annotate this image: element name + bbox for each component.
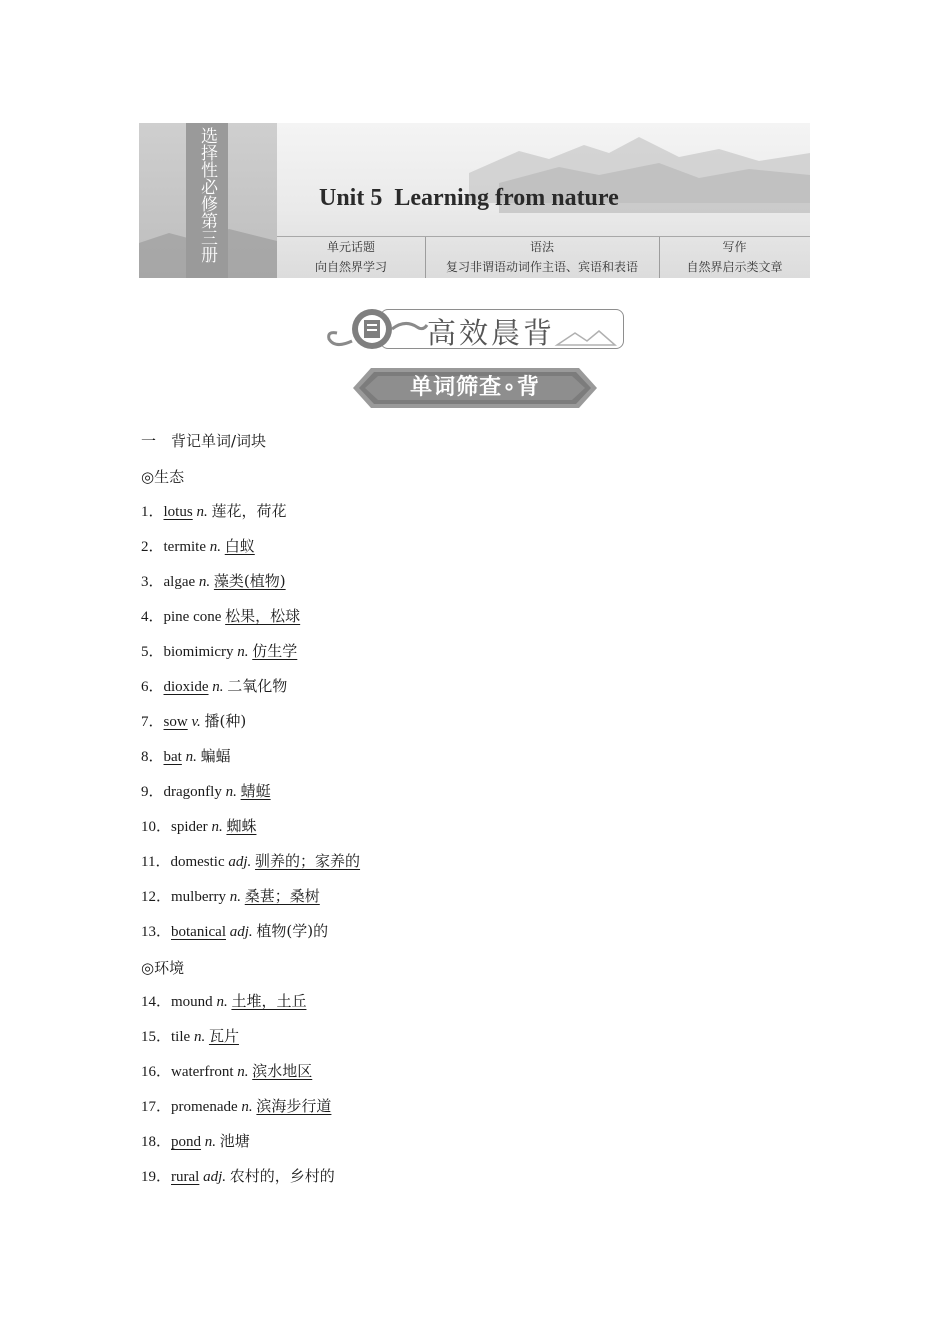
vocab-entry: [141, 1165, 335, 1186]
entry-number: 1．: [141, 504, 164, 520]
unit-title: Unit 5 Learning from nature: [319, 185, 619, 211]
section-header-vocab: [353, 366, 597, 410]
entry-part-of-speech: adj.: [229, 924, 253, 940]
entry-number: 11．: [141, 854, 171, 870]
entry-word: dioxide: [163, 679, 209, 695]
entry-meaning: 植物(学)的: [256, 922, 329, 940]
entry-meaning: 蜻蜓: [240, 782, 271, 800]
entry-word: spider: [171, 819, 208, 835]
banner-side-label: 选择性必修第三册: [197, 127, 217, 263]
banner-col-writing: [659, 237, 810, 278]
entry-number: 7．: [141, 714, 164, 730]
entry-number: 12．: [141, 889, 172, 905]
banner-col-grammar: [425, 237, 659, 278]
entry-meaning: 仿生学: [252, 642, 298, 660]
entry-number: 9．: [141, 784, 164, 800]
entry-part-of-speech: n.: [212, 679, 224, 695]
entry-part-of-speech: n.: [225, 784, 237, 800]
entry-meaning: 池塘: [219, 1132, 250, 1150]
entry-word: lotus: [163, 504, 193, 520]
entry-meaning: 农村的，乡村的: [229, 1167, 335, 1185]
entry-part-of-speech: n.: [237, 644, 249, 660]
entry-word: algae: [163, 574, 196, 590]
entry-number: 2．: [141, 539, 164, 555]
entry-part-of-speech: n.: [229, 889, 241, 905]
entry-word: biomimicry: [163, 644, 234, 660]
banner-col-value: 向自然界学习: [314, 260, 387, 274]
entry-number: 6．: [141, 679, 164, 695]
entry-word: botanical: [171, 924, 226, 940]
entry-word: pond: [171, 1134, 202, 1150]
entry-meaning: 瓦片: [208, 1027, 239, 1045]
entry-number: 16．: [141, 1064, 172, 1080]
vocab-entry: [141, 850, 360, 871]
entry-word: sow: [163, 714, 188, 730]
entry-meaning: 播(种): [204, 712, 247, 730]
vocab-entry: [141, 1130, 250, 1151]
entry-number: 18．: [141, 1134, 172, 1150]
entry-meaning: 白蚁: [224, 537, 255, 555]
entry-meaning: 蜘蛛: [226, 817, 257, 835]
entry-meaning: 二氧化物: [227, 677, 288, 695]
banner-col-head: 写作: [722, 240, 747, 254]
vocab-entry: [141, 780, 271, 801]
entry-part-of-speech: n.: [185, 749, 197, 765]
banner-info-table: [277, 236, 810, 278]
entry-word: tile: [171, 1029, 191, 1045]
entry-part-of-speech: v.: [191, 714, 201, 730]
entry-number: 8．: [141, 749, 164, 765]
entry-word: dragonfly: [163, 784, 222, 800]
entry-meaning: 土堆，土丘: [231, 992, 307, 1010]
vocab-entry: [141, 1060, 312, 1081]
section-header-morning: [325, 305, 625, 355]
category-label: ◎环境: [141, 959, 185, 977]
entry-part-of-speech: n.: [204, 1134, 217, 1150]
entry-meaning: 莲花，荷花: [211, 502, 287, 520]
entry-number: 5．: [141, 644, 164, 660]
entry-word: domestic: [170, 854, 225, 870]
entry-part-of-speech: adj.: [203, 1169, 227, 1185]
vocab-entry: [141, 920, 328, 941]
entry-number: 4．: [141, 609, 164, 625]
entry-meaning: 驯养的；家养的: [255, 852, 361, 870]
entry-meaning: 桑葚；桑树: [244, 887, 320, 905]
entry-part-of-speech: n.: [241, 1099, 253, 1115]
entry-number: 15．: [141, 1029, 172, 1045]
entry-word: pine cone: [163, 609, 222, 625]
entry-number: 17．: [141, 1099, 172, 1115]
vocab-entry: [141, 675, 287, 696]
entry-word: mound: [171, 994, 213, 1010]
entry-part-of-speech: n.: [198, 574, 211, 590]
section-title: 一 背记单词/词块: [141, 432, 267, 450]
vocab-entry: [141, 885, 320, 906]
vocab-entry: [141, 640, 297, 661]
entry-meaning: 蝙蝠: [200, 747, 231, 765]
vocab-entry: [141, 535, 255, 556]
entry-meaning: 滨海步行道: [256, 1097, 332, 1115]
vocab-entry: [141, 570, 286, 591]
entry-number: 13．: [141, 924, 172, 940]
entry-number: 14．: [141, 994, 172, 1010]
entry-number: 10．: [141, 819, 172, 835]
unit-banner: [139, 123, 810, 278]
header-morning-title: 高效晨背: [427, 316, 556, 350]
banner-col-head: 单元话题: [326, 240, 375, 254]
vocab-entry: [141, 1095, 331, 1116]
vocab-entry: [141, 1025, 239, 1046]
entry-word: mulberry: [171, 889, 226, 905]
entry-word: bat: [163, 749, 182, 765]
vocab-entry: [141, 500, 286, 521]
vocab-entry: [141, 990, 306, 1011]
entry-part-of-speech: n.: [196, 504, 208, 520]
vocab-entry: [141, 605, 300, 626]
entry-part-of-speech: n.: [237, 1064, 249, 1080]
entry-part-of-speech: n.: [193, 1029, 206, 1045]
entry-number: 19．: [141, 1169, 172, 1185]
entry-meaning: 松果，松球: [225, 607, 301, 625]
entry-meaning: 滨水地区: [252, 1062, 313, 1080]
entry-part-of-speech: adj.: [228, 854, 252, 870]
banner-col-head: 语法: [529, 240, 554, 254]
banner-col-value: 复习非谓语动词作主语、宾语和表语: [445, 260, 638, 274]
entry-number: 3．: [141, 574, 164, 590]
entry-word: rural: [171, 1169, 200, 1185]
category-label: ◎生态: [141, 468, 185, 486]
vocab-entry: [141, 710, 246, 731]
vocab-entry: [141, 815, 256, 836]
entry-part-of-speech: n.: [211, 819, 223, 835]
entry-meaning: 藻类(植物): [213, 572, 286, 590]
banner-col-topic: [277, 237, 425, 278]
vocab-entry: [141, 745, 231, 766]
header-vocab-title: 单词筛查∘背: [410, 375, 540, 400]
entry-part-of-speech: n.: [209, 539, 221, 555]
entry-word: waterfront: [171, 1064, 234, 1080]
banner-col-value: 自然界启示类文章: [686, 260, 783, 274]
entry-word: promenade: [171, 1099, 238, 1115]
entry-word: termite: [163, 539, 206, 555]
entry-part-of-speech: n.: [216, 994, 228, 1010]
